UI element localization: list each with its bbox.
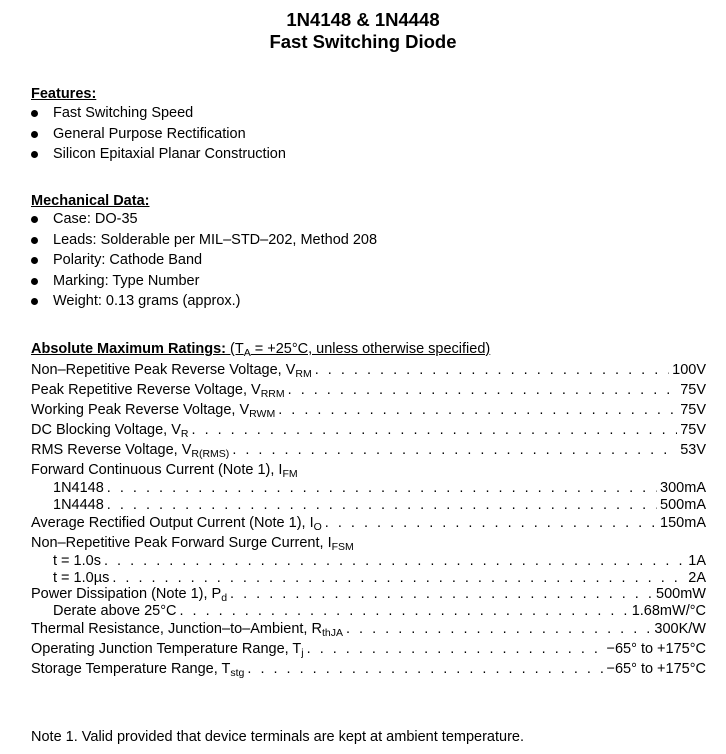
rating-value: 75V xyxy=(680,402,706,418)
dot-leader xyxy=(230,586,653,603)
list-item xyxy=(31,291,377,312)
feature-text: Silicon Epitaxial Planar Construction xyxy=(53,146,286,162)
rating-row xyxy=(31,639,706,659)
rating-label-text: t = 1.0s xyxy=(53,553,101,569)
title-part-numbers: 1N4148 & 1N4448 xyxy=(286,9,440,30)
mechanical-text: Leads: Solderable per MIL–STD–202, Method 208 xyxy=(53,231,378,248)
rating-label xyxy=(31,497,104,514)
mechanical-text: Weight: 0.13 grams (approx.) xyxy=(53,293,241,309)
rating-value: 53V xyxy=(680,442,706,458)
rating-label-subscript: RM xyxy=(295,368,312,380)
rating-value: −65° to +175°C xyxy=(606,641,706,657)
ratings-condition-pre: (T xyxy=(225,341,244,357)
rating-row xyxy=(31,619,706,639)
rating-value: 2A xyxy=(688,569,706,586)
mechanical-data-list xyxy=(31,209,377,312)
list-item xyxy=(31,271,377,292)
rating-label-text: Average Rectified Output Current (Note 1), I xyxy=(31,515,314,531)
rating-label-text: DC Blocking Voltage, V xyxy=(31,422,181,438)
dot-leader xyxy=(107,480,657,497)
dot-leader xyxy=(315,360,669,380)
rating-label xyxy=(31,513,322,533)
dot-leader xyxy=(112,570,685,587)
rating-label-text: Working Peak Reverse Voltage, V xyxy=(31,402,250,418)
rating-label-subscript: FSM xyxy=(331,541,354,553)
rating-label xyxy=(31,603,176,620)
rating-label xyxy=(31,619,343,639)
rating-value: 300mA xyxy=(660,480,706,496)
list-item xyxy=(31,250,377,271)
list-item xyxy=(31,124,286,145)
rating-value: 100V xyxy=(672,362,706,378)
rating-label-subscript: R(RMS) xyxy=(191,448,230,460)
rating-row xyxy=(31,497,706,514)
dot-leader xyxy=(288,380,678,400)
bullet-icon xyxy=(31,131,38,138)
ratings-condition-post: = +25°C, unless otherwise specified) xyxy=(250,341,491,357)
rating-label-text: Operating Junction Temperature Range, T xyxy=(31,641,302,657)
bullet-icon xyxy=(31,278,38,285)
ratings-table xyxy=(31,360,706,679)
dot-leader xyxy=(192,420,678,440)
rating-label-text: 1N4448 xyxy=(53,496,104,513)
rating-row xyxy=(31,440,706,460)
dot-leader xyxy=(346,619,651,639)
rating-row xyxy=(31,570,706,587)
rating-label-subscript: RWM xyxy=(249,408,276,420)
bullet-icon xyxy=(31,151,38,158)
rating-label xyxy=(31,360,312,380)
rating-row xyxy=(31,659,706,679)
rating-value: 150mA xyxy=(660,515,706,531)
rating-label-text: Thermal Resistance, Junction–to–Ambient, R xyxy=(31,621,322,637)
rating-row xyxy=(31,533,706,553)
ratings-condition-sub: A xyxy=(243,347,251,359)
rating-row xyxy=(31,513,706,533)
rating-row xyxy=(31,400,706,420)
rating-value: 1A xyxy=(688,553,706,569)
feature-text: General Purpose Rectification xyxy=(53,125,246,142)
rating-value: 1.68mW/°C xyxy=(631,602,706,619)
rating-row xyxy=(31,360,706,380)
dot-leader xyxy=(107,497,657,514)
rating-label-subscript: j xyxy=(301,647,304,659)
rating-label-text: Peak Repetitive Reverse Voltage, V xyxy=(31,382,261,398)
rating-label-text: RMS Reverse Voltage, V xyxy=(31,442,192,458)
mechanical-data-heading: Mechanical Data: xyxy=(31,193,150,209)
rating-row xyxy=(31,420,706,440)
rating-label xyxy=(31,440,229,460)
rating-label-text: Power Dissipation (Note 1), P xyxy=(31,586,222,602)
rating-label xyxy=(31,460,298,480)
features-list xyxy=(31,103,286,165)
rating-label-subscript: O xyxy=(313,521,322,533)
rating-value: 75V xyxy=(680,382,706,398)
rating-label-subscript: d xyxy=(221,592,228,604)
rating-label xyxy=(31,639,304,659)
dot-leader xyxy=(104,553,685,570)
rating-label-text: 1N4148 xyxy=(53,480,104,496)
list-item xyxy=(31,103,286,124)
rating-label xyxy=(31,659,244,679)
mechanical-text: Marking: Type Number xyxy=(53,272,200,289)
rating-label-subscript: R xyxy=(180,428,189,440)
mechanical-text: Case: DO‑35 xyxy=(53,211,138,227)
ratings-heading xyxy=(31,340,490,358)
bullet-icon xyxy=(31,257,38,264)
rating-value: −65° to +175°C xyxy=(606,661,706,677)
rating-row xyxy=(31,603,706,620)
footnote: Note 1. Valid provided that device terminals are kept at ambient temperature. xyxy=(31,729,524,745)
rating-label-subscript: RRM xyxy=(260,388,285,400)
rating-label-text: Non–Repetitive Peak Forward Surge Current, I xyxy=(31,535,332,551)
bullet-icon xyxy=(31,298,38,305)
title-device-type: Fast Switching Diode xyxy=(269,31,457,52)
dot-leader xyxy=(325,513,657,533)
rating-label-text: Derate above 25°C xyxy=(53,602,177,619)
list-item xyxy=(31,144,286,165)
rating-value: 300K/W xyxy=(654,621,706,637)
ratings-condition xyxy=(226,341,490,357)
rating-label xyxy=(31,480,104,497)
rating-label xyxy=(31,533,354,553)
rating-row xyxy=(31,480,706,497)
list-item xyxy=(31,209,377,230)
bullet-icon xyxy=(31,216,38,223)
dot-leader xyxy=(307,639,604,659)
rating-value: 500mA xyxy=(660,496,706,513)
rating-label-text: Storage Temperature Range, T xyxy=(31,661,231,677)
rating-label-text: t = 1.0µs xyxy=(53,569,110,586)
rating-label-subscript: thJA xyxy=(321,627,343,639)
rating-label-subscript: FM xyxy=(282,468,298,480)
rating-label xyxy=(31,400,275,420)
rating-label xyxy=(31,420,189,440)
features-heading: Features: xyxy=(31,86,97,102)
bullet-icon xyxy=(31,237,38,244)
rating-label xyxy=(31,586,227,603)
dot-leader xyxy=(278,400,677,420)
rating-label xyxy=(31,570,109,587)
list-item xyxy=(31,230,377,251)
dot-leader xyxy=(247,659,603,679)
rating-label-subscript: stg xyxy=(230,667,245,679)
rating-label xyxy=(31,380,285,400)
rating-value: 500mW xyxy=(656,586,706,602)
rating-row xyxy=(31,553,706,570)
rating-label xyxy=(31,553,101,570)
feature-text: Fast Switching Speed xyxy=(53,105,194,121)
rating-label-text: Non–Repetitive Peak Reverse Voltage, V xyxy=(31,362,296,378)
ratings-heading-text: Absolute Maximum Ratings: xyxy=(31,341,226,357)
rating-label-text: Forward Continuous Current (Note 1), I xyxy=(31,462,283,478)
rating-value: 75V xyxy=(680,422,706,438)
rating-row xyxy=(31,460,706,480)
mechanical-text: Polarity: Cathode Band xyxy=(53,252,203,268)
rating-row xyxy=(31,586,706,603)
rating-row xyxy=(31,380,706,400)
dot-leader xyxy=(179,603,628,620)
bullet-icon xyxy=(31,110,38,117)
dot-leader xyxy=(232,440,677,460)
